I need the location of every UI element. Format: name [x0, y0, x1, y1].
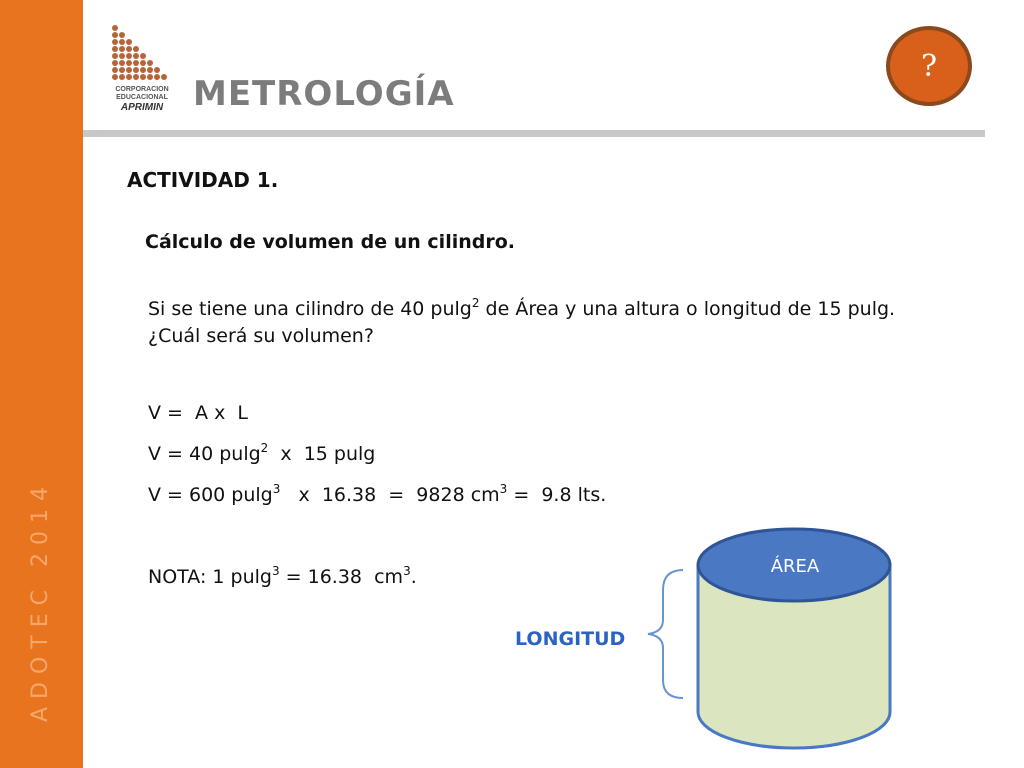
eq2-sup: 2 [260, 441, 269, 455]
equation-1: V = A x L [148, 402, 248, 424]
equation-3 [148, 484, 606, 506]
note-sup-a: 3 [271, 564, 280, 578]
sidebar-bar [0, 0, 83, 768]
problem-part-b: de Área y una altura o longitud de 15 pulg. ¿Cuál será su volumen? [148, 298, 896, 347]
header-divider [83, 130, 985, 137]
eq3-b: x 16.38 = 9828 cm [280, 484, 500, 506]
eq3-c: = 9.8 lts. [507, 484, 607, 506]
area-label: ÁREA [770, 556, 820, 577]
equation-2 [148, 443, 375, 465]
subtitle: Cálculo de volumen de un cilindro. [145, 231, 515, 253]
note [148, 566, 417, 588]
note-a: NOTA: 1 pulg [148, 566, 272, 588]
sidebar-watermark: ADOTEC 2014 [28, 479, 53, 722]
eq2-b: x 15 pulg [268, 443, 376, 465]
logo-line3: APRIMIN [120, 102, 164, 113]
problem-sup: 2 [471, 296, 480, 310]
problem-statement [148, 296, 948, 350]
help-button[interactable] [886, 26, 972, 106]
eq3-sup-b: 3 [499, 482, 508, 496]
eq3-sup-a: 3 [272, 482, 281, 496]
activity-heading: ACTIVIDAD 1. [127, 168, 279, 192]
note-sup-b: 3 [403, 564, 411, 578]
eq2-a: V = 40 pulg [148, 443, 261, 465]
question-icon: ? [920, 48, 938, 84]
logo-line2: EDUCACIONAL [116, 94, 168, 101]
eq3-a: V = 600 pulg [148, 484, 273, 506]
page-title: METROLOGÍA [193, 74, 455, 114]
logo-line1: CORPORACION [115, 86, 169, 93]
note-c: . [410, 566, 417, 588]
logo-text [106, 86, 178, 113]
problem-part-a: Si se tiene una cilindro de 40 pulg [148, 298, 472, 320]
length-brace [648, 570, 683, 698]
note-b: = 16.38 cm [279, 566, 404, 588]
length-label: LONGITUD [515, 628, 626, 650]
